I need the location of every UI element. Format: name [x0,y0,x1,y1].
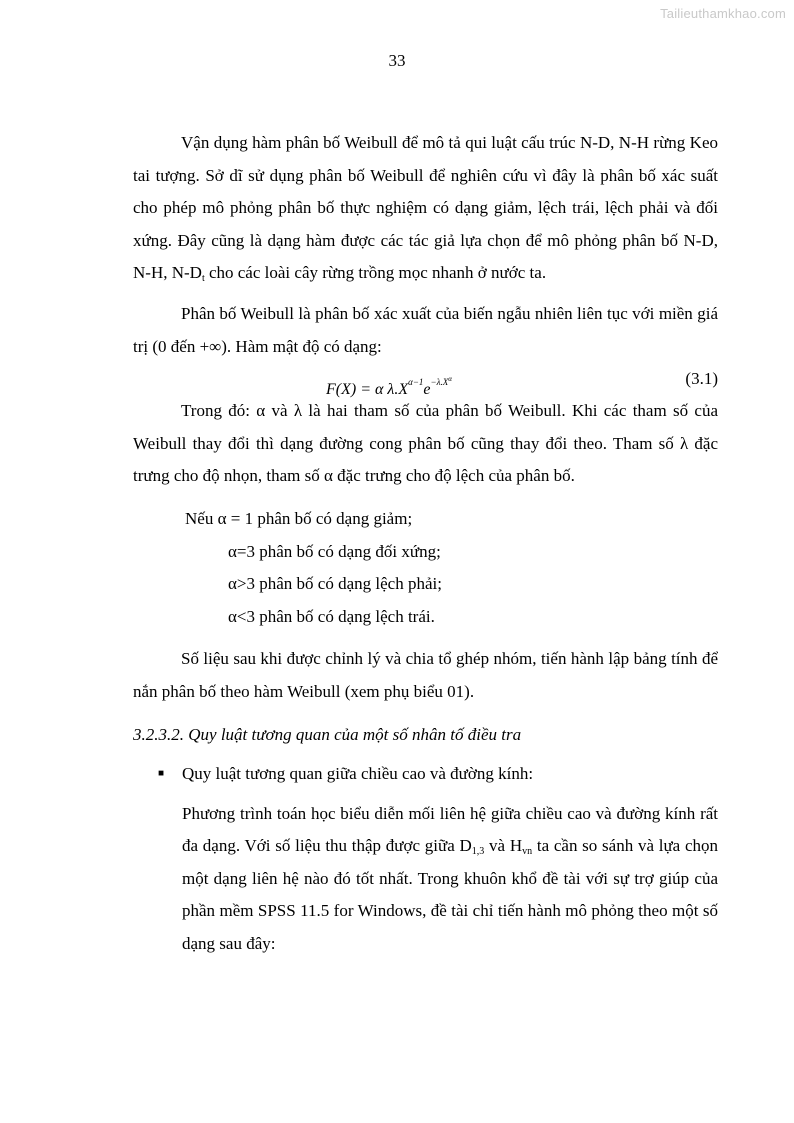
formula-exponent-alpha: α [448,375,452,384]
page-number: 33 [388,51,406,70]
density-formula [326,363,452,406]
condition-item: α>3 phân bố có dạng lệch phải; [228,574,442,594]
formula-base-e: e [423,381,431,399]
paragraph-text: Phương trình toán học biểu diễn mối liên hệ giữa chiều cao và đường kính rất đa dạng. Với số liệu thu thập được giữa D [182,803,718,856]
bullet-text: Quy luật tương quan giữa chiều cao và đường kính: [182,764,534,784]
bullet-item [133,758,718,791]
formula-lhs: F(X) = α λ.X [326,381,409,399]
square-bullet-icon: ■ [158,768,165,780]
section-heading: 3.2.3.2. Quy luật tương quan của một số nhân tố điều tra [133,724,522,744]
paragraph-weibull-definition: Phân bố Weibull là phân bố xác xuất của biến ngẫu nhiên liên tục với miền giá trị (0 đến +∞). Hàm mật độ có dạng: [133,303,718,356]
document-body [133,127,718,961]
formula-exponent: α−1 [408,377,424,388]
paragraph-text: Vận dụng hàm phân bố Weibull để mô tả qui luật cấu trúc N-D, N-H rừng Keo tai tượng. Sở dĩ sử dụng phân bố Weibull để nghiên cứu vì đây là phân bố xác suất cho phép mô phỏng phân bố thực nghiệm có dạng giảm, lệch trái, lệch phải và đối xứng. Đây cũng là dạng hàm được các tác giả lựa chọn để mô phỏng phân bố N-D, N-H, N-D [133,133,718,283]
subscript-t: t [201,273,205,285]
formula-row [133,363,718,399]
paragraph-text: ta cần so sánh và lựa chọn một dạng liên hệ nào đó tốt nhất. Trong khuôn khổ đề tài với sự trợ giúp của phần mềm SPSS 11.5 for Windows, đề tài chỉ tiến hành mô phỏng theo một số dạng sau đây: [182,836,718,954]
subscript-hvn: vn [522,846,533,858]
subscript-d13: 1,3 [471,846,485,858]
condition-list [133,503,718,633]
formula-number: (3.1) [685,369,718,389]
condition-item: Nếu α = 1 phân bố có dạng giảm; [185,508,413,528]
paragraph-height-diameter [133,798,718,961]
formula-exponent: −λ.X [430,377,449,388]
condition-item: α=3 phân bố có dạng đối xứng; [228,541,441,561]
paragraph-data-processing: Số liệu sau khi được chỉnh lý và chia tổ ghép nhóm, tiến hành lập bảng tính để nắn phân bố theo hàm Weibull (xem phụ biểu 01). [133,649,718,701]
paragraph-weibull-intro [133,127,718,290]
watermark: Tailieuthamkhao.com [660,6,786,21]
paragraph-text: và H [484,836,523,856]
paragraph-parameters: Trong đó: α và λ là hai tham số của phân bố Weibull. Khi các tham số của Weibull thay đổi thì dạng đường cong phân bố cũng thay đổi theo. Tham số λ đặc trưng cho độ nhọn, tham số α đặc trưng cho độ lệch của phân bố. [133,401,718,486]
paragraph-text: cho các loài cây rừng trồng mọc nhanh ở nước ta. [204,263,547,283]
condition-item: α<3 phân bố có dạng lệch trái. [228,606,435,626]
